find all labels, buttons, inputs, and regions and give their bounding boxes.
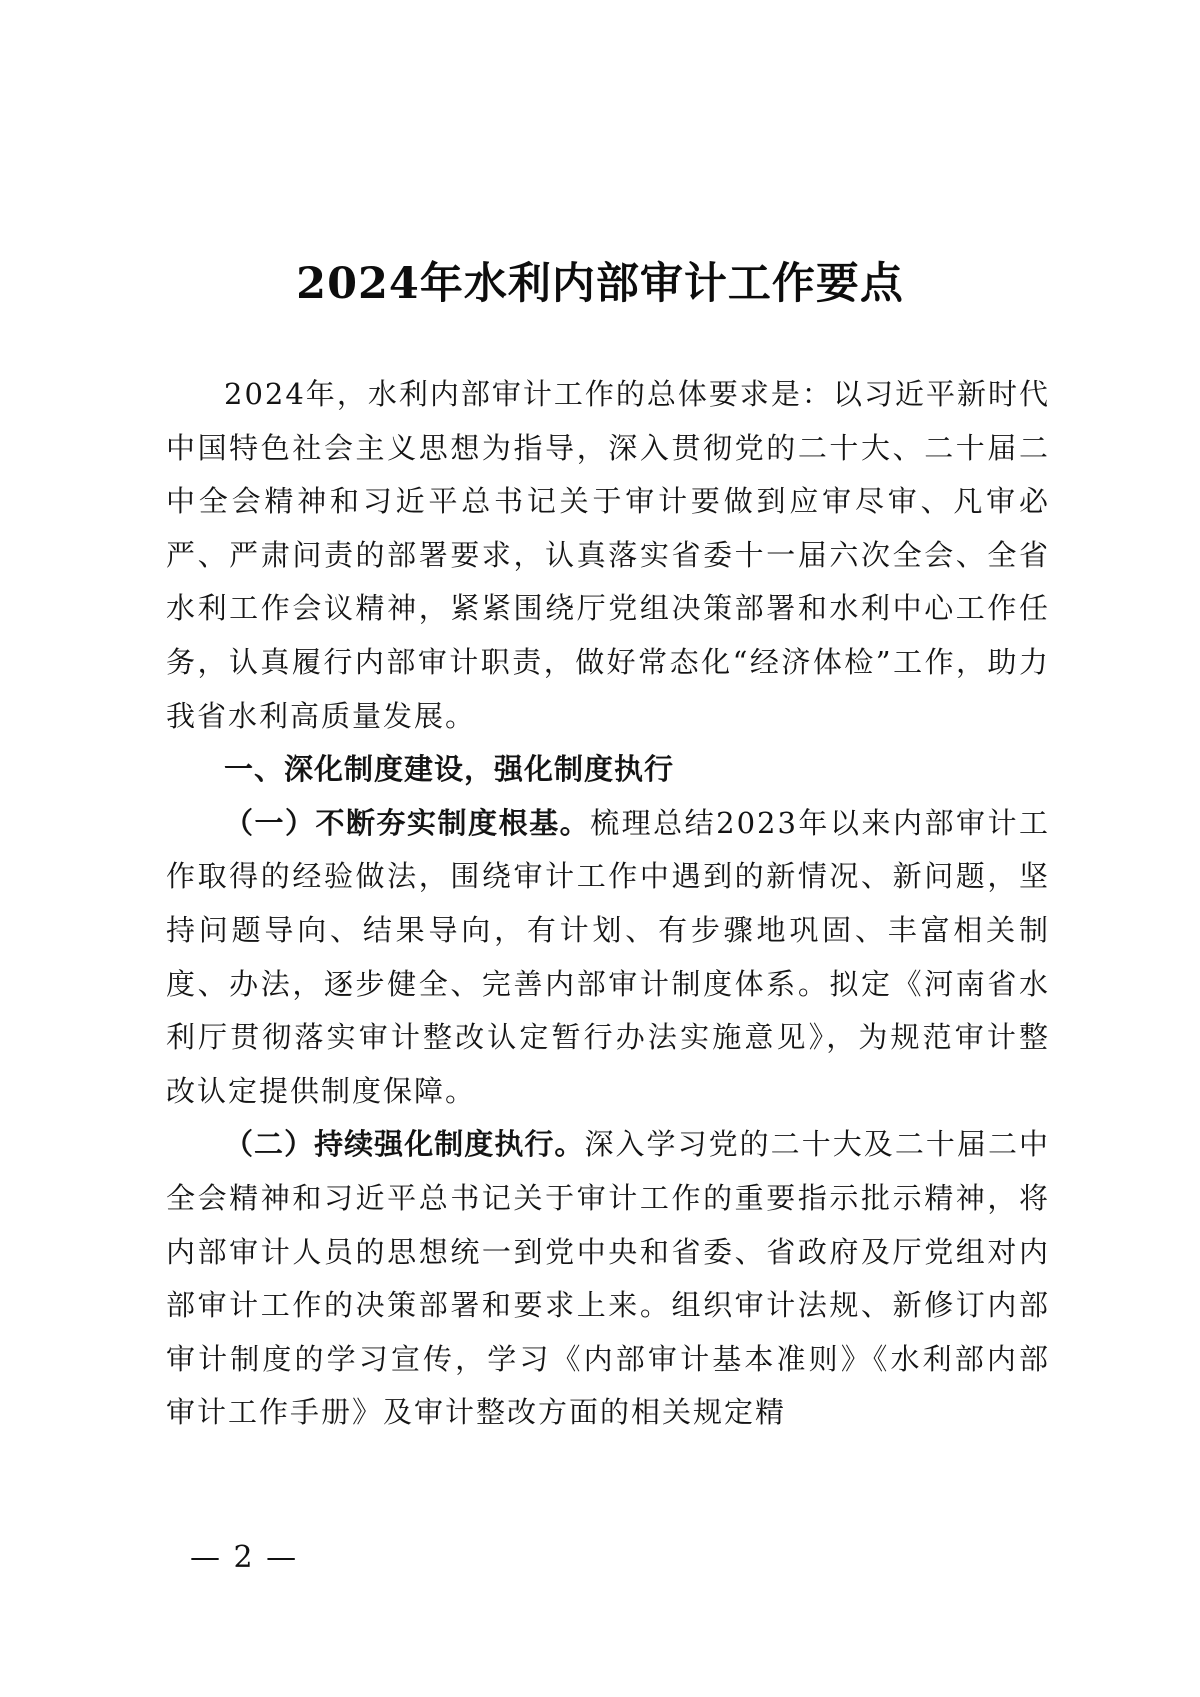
item-text-1: 梳理总结2023年以来内部审计工作取得的经验做法，围绕审计工作中遇到的新情况、新问题，坚持问题导向、结果导向，有计划、有步骤地巩固、丰富相关制度、办法，逐步健全、完善内部审计制度体系。拟定《河南省水利厅贯彻落实审计整改认定暂行办法实施意见》，为规范审计整改认定提供制度保障。 — [166, 805, 1050, 1108]
section-heading-1: 一、深化制度建设，强化制度执行 — [224, 752, 675, 787]
item-lead-1: （一）不断夯实制度根基。 — [224, 805, 591, 840]
item-text-2: 深入学习党的二十大及二十届二中全会精神和习近平总书记关于审计工作的重要指示批示精神，将内部审计人员的思想统一到党中央和省委、省政府及厅党组对内部审计工作的决策部署和要求上来。组织审计法规、新修订内部审计制度的学习宣传，学习《内部审计基本准则》《水利部内部审计工作手册》及审计整改方面的相关规定精 — [166, 1127, 1050, 1430]
intro-paragraph: 2024年，水利内部审计工作的总体要求是：以习近平新时代中国特色社会主义思想为指导，深入贯彻党的二十大、二十届二中全会精神和习近平总书记关于审计要做到应审尽审、凡审必严、严肃问责的部署要求，认真落实省委十一届六次全会、全省水利工作会议精神，紧紧围绕厅党组决策部署和水利中心工作任务，认真履行内部审计职责，做好常态化“经济体检”工作，助力我省水利高质量发展。 — [166, 377, 1050, 733]
item-paragraph-2 — [166, 1118, 1050, 1440]
item-lead-2: （二）持续强化制度执行。 — [224, 1127, 585, 1162]
item-paragraph-1 — [166, 797, 1050, 1119]
document-body — [166, 368, 1050, 1440]
document-title: 2024年水利内部审计工作要点 — [296, 259, 904, 309]
page-number: — 2 — — [190, 1540, 299, 1575]
